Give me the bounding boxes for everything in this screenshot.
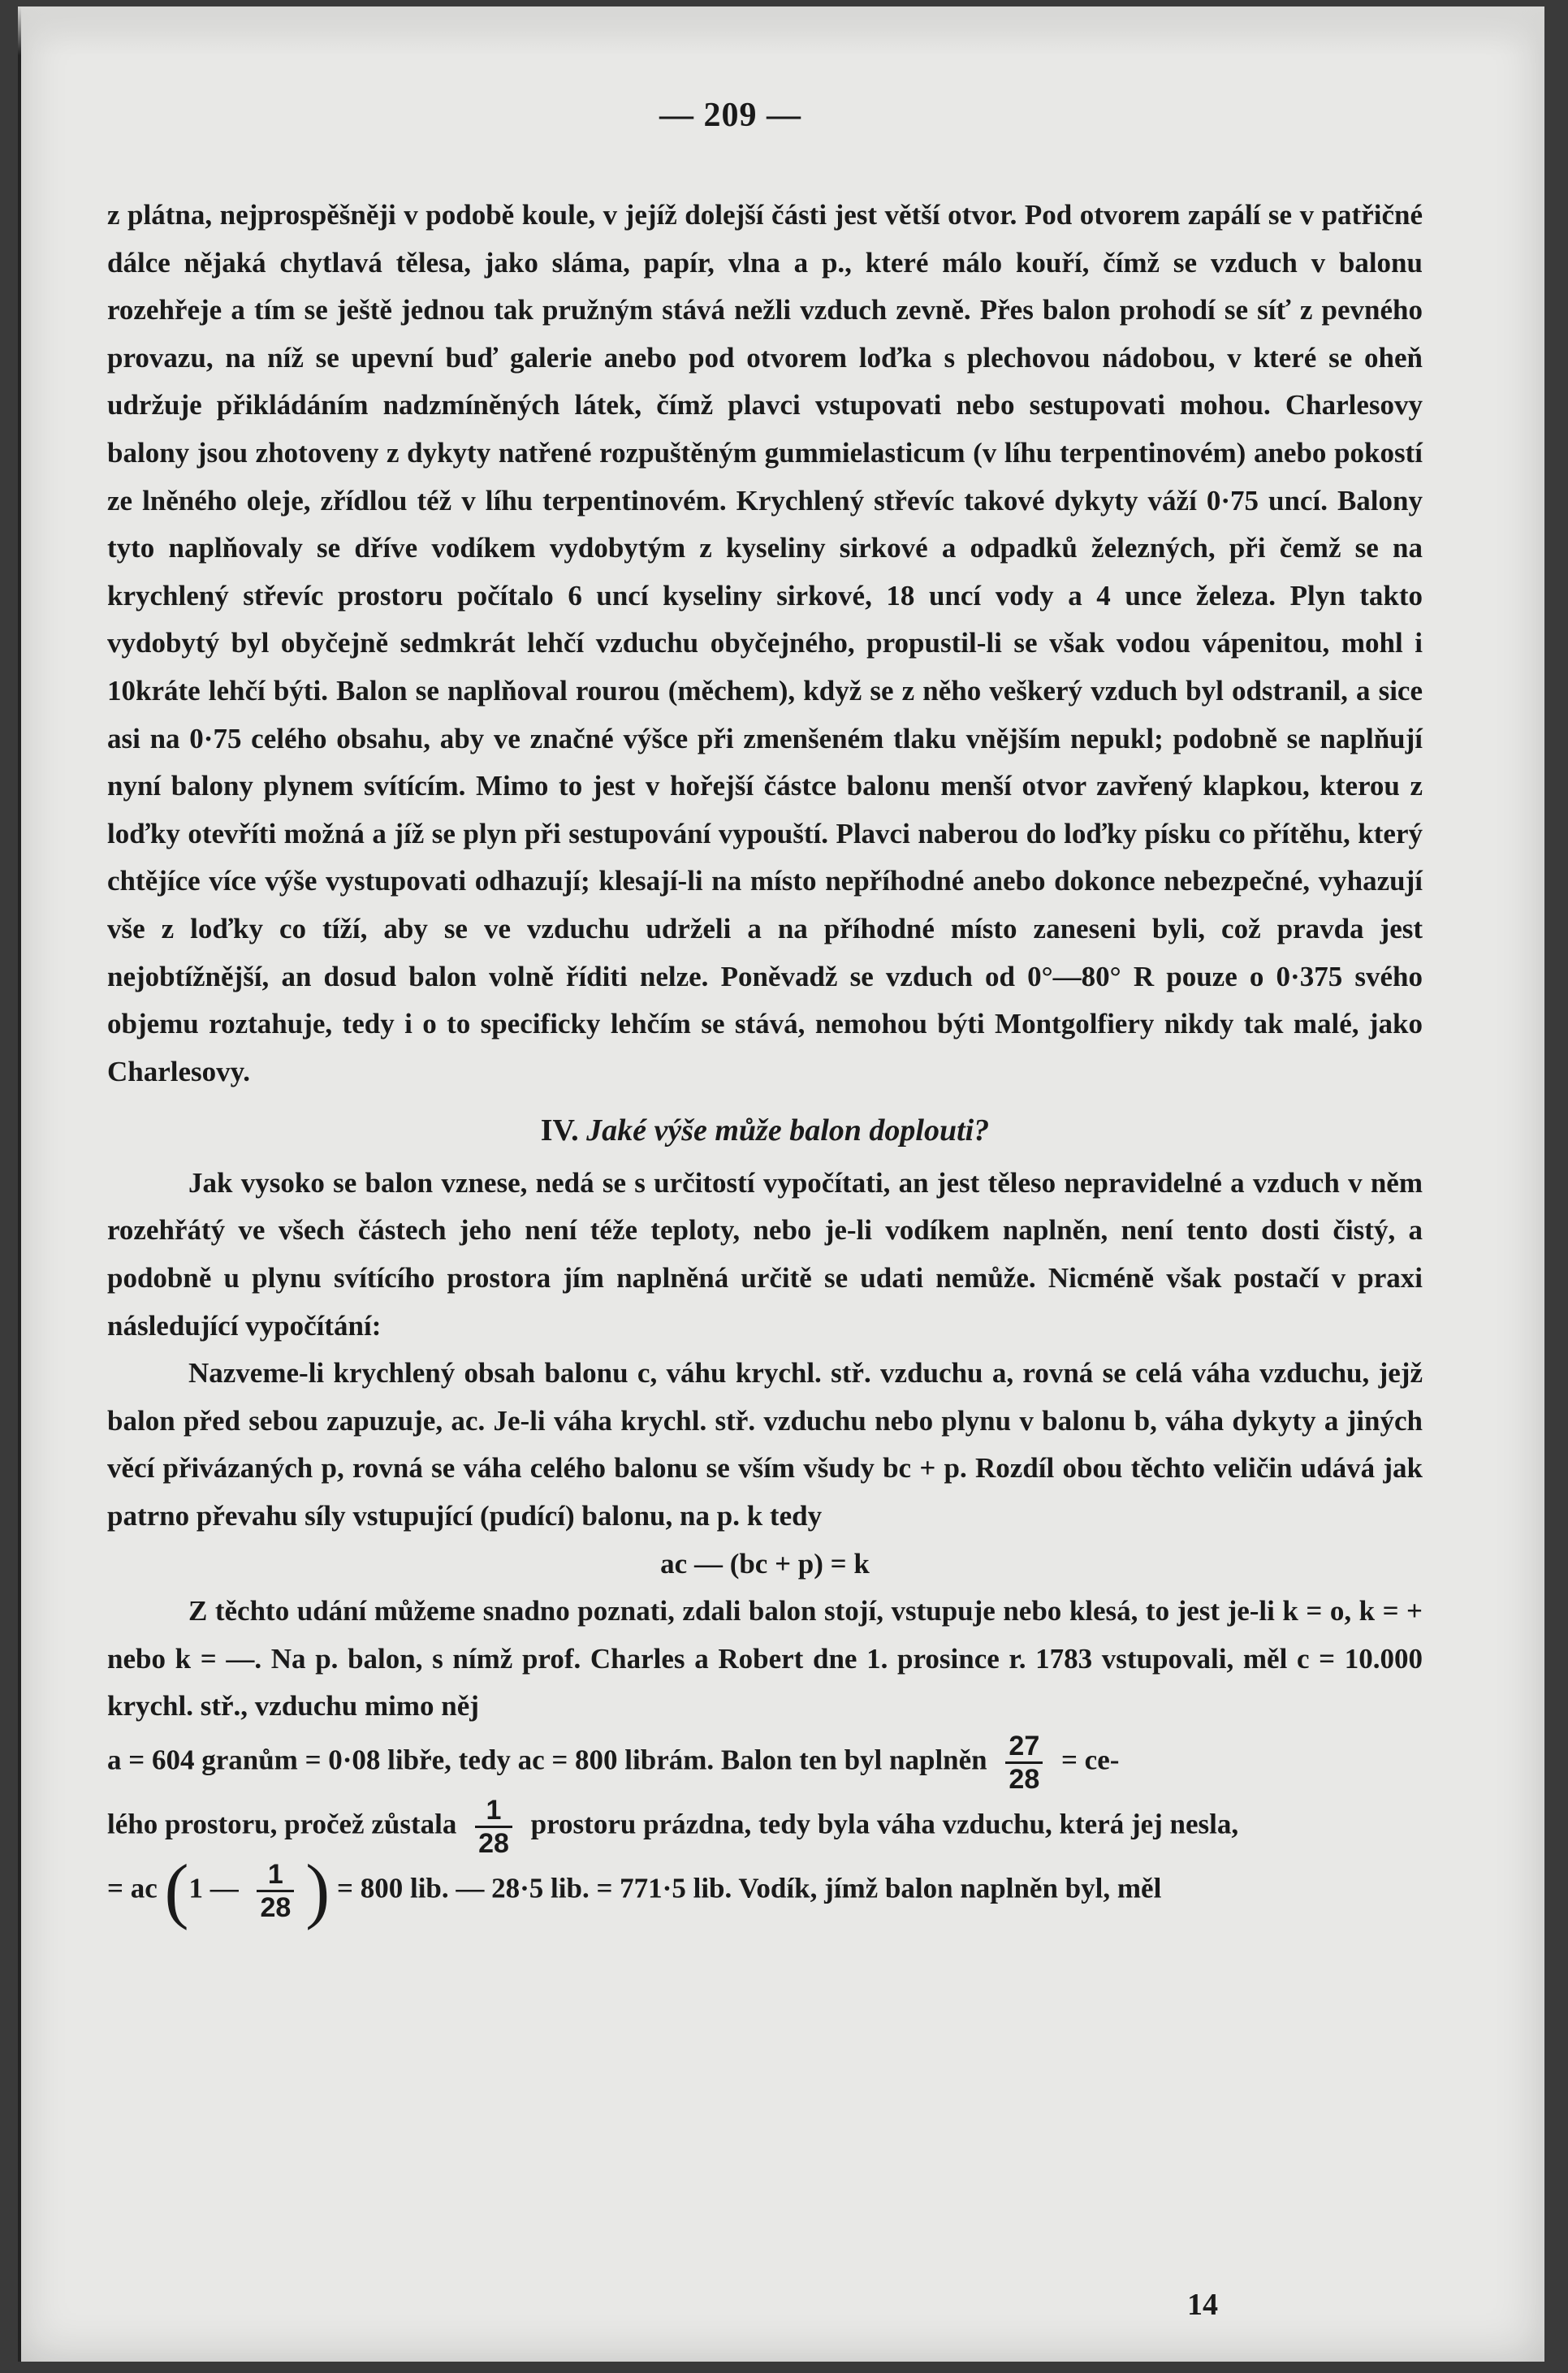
paragraph-4: Z těchto udání můžeme snadno poznati, zdali balon stojí, vstupuje nebo klesá, to jest je-li k = o, k = + nebo k = —. Na p. balon, s nímž prof. Charles a Robert dne 1. prosince r. 1783 vstupovali, měl c = 10.000 krychl. stř., vzduchu mimo něj (107, 1595, 1423, 1722)
fraction-numerator: 27 (1009, 1731, 1040, 1761)
signature-mark: 14 (1187, 2288, 1218, 2322)
section-heading (107, 1107, 1423, 1155)
binding-edge (18, 6, 21, 2362)
math-line-2 (107, 1795, 1423, 1859)
fraction-denominator: 28 (257, 1890, 294, 1923)
math-line-2-end: prostoru prázdna, tedy byla váha vzduchu, která jej nesla, (530, 1808, 1239, 1840)
page-number: — 209 — (659, 97, 801, 134)
math-line-3 (107, 1850, 1423, 1931)
math-line-1-text: a = 604 granům = 0·08 libře, tedy ac = 800 librám. Balon ten byl naplněn (107, 1744, 987, 1776)
math-line-1-end: = ce- (1060, 1744, 1120, 1776)
left-paren: ( (164, 1850, 189, 1931)
fraction-denominator: 28 (1005, 1761, 1043, 1795)
fraction-numerator: 1 (486, 1795, 502, 1826)
page-shadow (18, 6, 1544, 55)
math-line-1 (107, 1731, 1423, 1795)
body-text (107, 192, 1423, 1931)
fraction-denominator: 28 (475, 1826, 512, 1859)
fraction-numerator: 1 (267, 1859, 283, 1890)
fraction-1-28-inner (257, 1859, 294, 1923)
math-line-2-text: lého prostoru, pročež zůstala (107, 1808, 457, 1840)
math-line-3-text: = ac (107, 1872, 158, 1904)
math-inner: 1 — (188, 1872, 239, 1904)
paragraph-1: z plátna, nejprospěšněji v podobě koule, v jejíž dolejší části jest větší otvor. Pod otvorem zapálí se v patřičné dálce nějaká chytlavá tělesa, jako sláma, papír, vlna a p., které málo kouří, čímž se vzduch v balonu rozehřeje a tím se ještě jednou tak pružným stává nežli vzduch zevně. Přes balon prohodí se síť z pevného provazu, na níž se upevní buď galerie anebo pod otvorem loďka s plechovou nádobou, v které se oheň udržuje přikládáním nadzmíněných látek, čímž plavci vstupovati nebo sestupovati mohou. Charlesovy balony jsou zhotoveny z dykyty natřené rozpuštěným gummielasticum (v líhu terpentinovém) anebo pokostí ze lněného oleje, zřídlou též v líhu terpentinovém. Krychlený střevíc takové dykyty váží 0·75 uncí. Balony tyto naplňovaly se dříve vodíkem vydobytým z kyseliny sirkové a odpadků železných, při čemž se na krychlený střevíc prostoru počítalo 6 uncí kyseliny sirkové, 18 uncí vody a 4 unce železa. Plyn takto vydobytý byl obyčejně sedmkrát lehčí vzduchu obyčejného, propustil-li se však vodou vápenitou, mohl i 10kráte lehčí býti. Balon se naplňoval rourou (měchem), když se z něho veškerý vzduch byl odstranil, a sice asi na 0·75 celého obsahu, aby ve značné výšce při zmenšeném tlaku vnějším nepukl; podobně se naplňují nyní balony plynem svítícím. Mimo to jest v hořejší částce balonu menší otvor zavřený klapkou, kterou z loďky otevříti možná a jíž se plyn při sestupování vypouští. Plavci naberou do loďky písku co přítěhu, který chtějíce více výše vystupovati odhazují; klesají-li na místo nepříhodné anebo dokonce nebezpečné, vyhazují vše z loďky co tíží, aby se ve vzduchu udrželi a na příhodné místo zaneseni byli, což pravda jest nejobtížnější, an dosud balon volně říditi nelze. Poněvadž se vzduch od 0°—80° R pouze o 0·375 svého objemu roztahuje, tedy i o to specificky lehčím se stává, nemohou býti Montgolfiery nikdy tak malé, jako Charlesovy. (107, 199, 1423, 1087)
fraction-1-28 (475, 1795, 512, 1859)
paragraph-3: Nazveme-li krychlený obsah balonu c, váhu krychl. stř. vzduchu a, rovná se celá váha vzduchu, jejž balon před sebou zapuzuje, ac. Je-li váha krychl. stř. vzduchu nebo plynu v balonu b, váha dykyty a jiných věcí přivázaných p, rovná se váha celého balonu se vším všudy bc + p. Rozdíl obou těchto veličin udává jak patrno převahu síly vstupující (pudící) balonu, na p. k tedy (107, 1357, 1423, 1532)
right-paren: ) (305, 1850, 330, 1931)
heading-number: IV. (540, 1113, 579, 1148)
heading-title: Jaké výše může balon doplouti? (586, 1113, 990, 1148)
scanned-page (18, 6, 1544, 2362)
formula-k: ac — (bc + p) = k (660, 1547, 870, 1580)
math-line-3-end: = 800 lib. — 28·5 lib. = 771·5 lib. Vodík, jímž balon naplněn byl, měl (337, 1872, 1162, 1904)
paragraph-2: Jak vysoko se balon vznese, nedá se s určitostí vypočítati, an jest těleso nepravidelné a vzduch v něm rozehřátý ve všech částech jeho není téže teploty, nebo je-li vodíkem naplněn, není tento dosti čistý, a podobně u plynu svítícího prostora jím naplněná určitě se udati nemůže. Nicméně však postačí v praxi následující vypočítání: (107, 1166, 1423, 1342)
fraction-27-28 (1005, 1731, 1043, 1795)
